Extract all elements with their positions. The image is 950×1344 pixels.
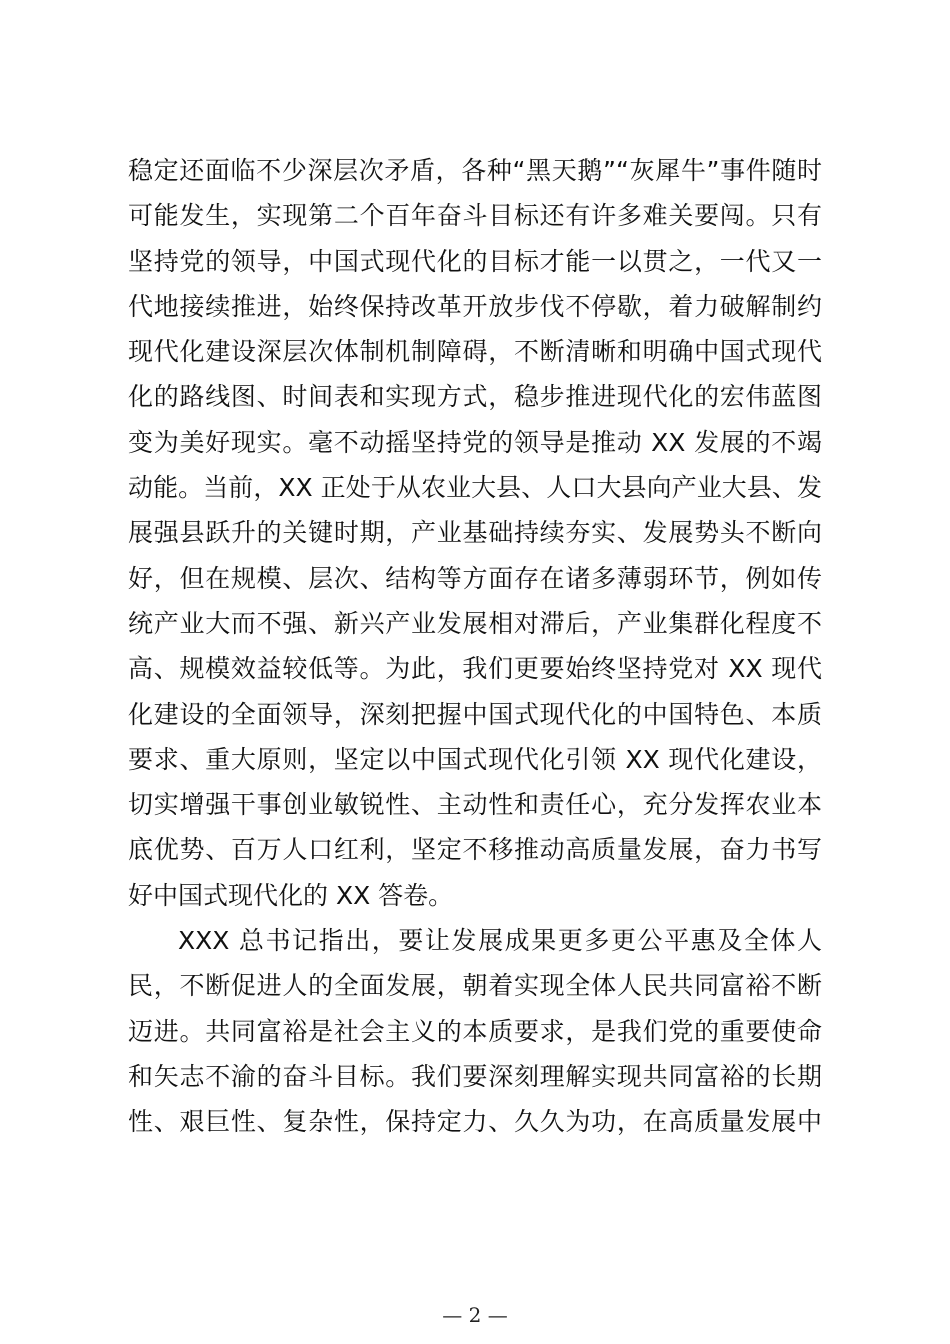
text-line: 稳定还面临不少深层次矛盾，各种“黑天鹅”“灰犀牛”事件随时 <box>128 156 822 185</box>
text-line: 化的路线图、时间表和实现方式，稳步推进现代化的宏伟蓝图 <box>128 382 822 412</box>
paragraph-2 <box>128 918 822 1144</box>
text-line: 变为美好现实。毫不动摇坚持党的领导是推动 XX 发展的不竭 <box>128 427 822 457</box>
text-line: 好中国式现代化的 XX 答卷。 <box>128 880 454 910</box>
text-line: 展强县跃升的关键时期，产业基础持续夯实、发展势头不断向 <box>128 518 822 548</box>
text-line: 好，但在规模、层次、结构等方面存在诸多薄弱环节，例如传 <box>128 563 822 593</box>
text-line: 高、规模效益较低等。为此，我们更要始终坚持党对 XX 现代 <box>128 654 822 684</box>
text-line: 坚持党的领导，中国式现代化的目标才能一以贯之，一代又一 <box>128 246 822 276</box>
text-line: 和矢志不渝的奋斗目标。我们要深刻理解实现共同富裕的长期 <box>128 1061 822 1091</box>
text-line: 化建设的全面领导，深刻把握中国式现代化的中国特色、本质 <box>128 699 822 729</box>
text-line: 统产业大而不强、新兴产业发展相对滞后，产业集群化程度不 <box>128 608 822 638</box>
text-line: 切实增强干事创业敏锐性、主动性和责任心，充分发挥农业本 <box>128 790 822 820</box>
text-line: 可能发生，实现第二个百年奋斗目标还有许多难关要闯。只有 <box>128 201 822 231</box>
text-line: 动能。当前，XX 正处于从农业大县、人口大县向产业大县、发 <box>128 473 822 503</box>
page-number: — 2 — <box>442 1303 508 1327</box>
text-line: 底优势、百万人口红利，坚定不移推动高质量发展，奋力书写 <box>128 835 822 865</box>
body-text <box>128 148 822 1145</box>
text-line: 要求、重大原则，坚定以中国式现代化引领 XX 现代化建设， <box>128 744 822 774</box>
text-line: 性、艰巨性、复杂性，保持定力、久久为功，在高质量发展中 <box>128 1107 822 1137</box>
text-line: XXX 总书记指出，要让发展成果更多更公平惠及全体人 <box>178 926 822 956</box>
text-line: 现代化建设深层次体制机制障碍，不断清晰和明确中国式现代 <box>128 337 822 367</box>
text-line: 民，不断促进人的全面发展，朝着实现全体人民共同富裕不断 <box>128 971 822 1001</box>
text-line: 代地接续推进，始终保持改革开放步伐不停歇，着力破解制约 <box>128 291 822 321</box>
text-line: 迈进。共同富裕是社会主义的本质要求，是我们党的重要使命 <box>128 1016 822 1046</box>
paragraph-1 <box>128 148 822 918</box>
